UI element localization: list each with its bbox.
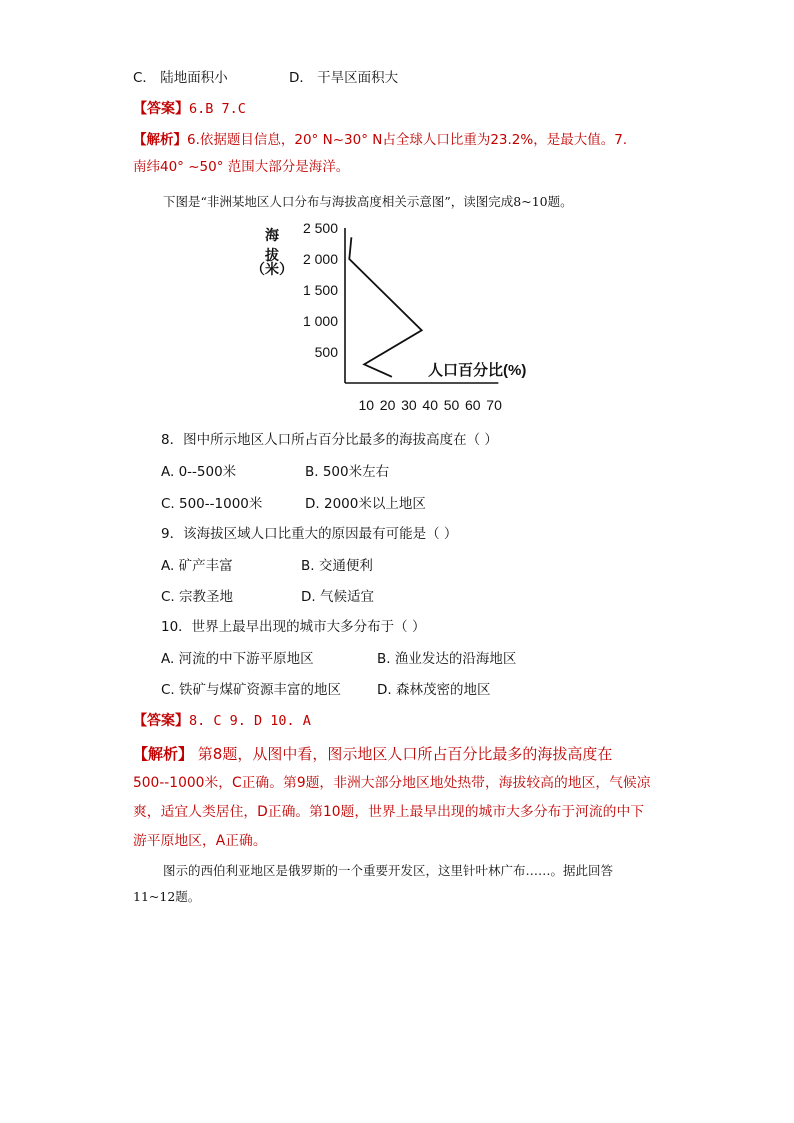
y-tick-label: 500 [314, 344, 338, 360]
population-line [349, 237, 421, 376]
analysis-2-line-4: 游平原地区，A正确。 [133, 833, 267, 849]
answer-body: 6.B 7.C [189, 101, 246, 117]
analysis-tag: 【解析】 [133, 132, 187, 148]
q10-option-d: D. 森林茂密的地区 [377, 682, 491, 698]
q8-option-a: A. 0--500米 [161, 464, 237, 480]
q9-option-b: B. 交通便利 [301, 558, 373, 574]
intro-2-line-1: 图示的西伯利亚地区是俄罗斯的一个重要开发区，这里针叶林广布……。据此回答 [163, 863, 614, 878]
q10-option-a: A. 河流的中下游平原地区 [161, 651, 314, 667]
x-tick-label: 30 [401, 397, 417, 413]
analysis-2-line-2: 500--1000米，C正确。第9题，非洲大部分地区地处热带，海拔较高的地区，气候凉 [133, 775, 651, 791]
y-tick-labels [303, 220, 338, 360]
y-tick-label: 2 500 [302, 220, 338, 236]
y-tick-label: 1 000 [302, 313, 338, 329]
analysis-2-line-3: 爽，适宜人类居住，D正确。第10题，世界上最早出现的城市大多分布于河流的中下 [133, 804, 645, 820]
x-tick-label: 10 [358, 397, 375, 413]
analysis-2-line-1 [133, 743, 612, 765]
analysis-1-line-2: 南纬40° ~50° 范围大部分是海洋。 [133, 159, 350, 175]
option-c: C． 陆地面积小 [133, 70, 228, 86]
q8-option-c: C. 500--1000米 [161, 496, 263, 512]
analysis-text: 第8题，从图中看，图示地区人口所占百分比最多的海拔高度在 [193, 745, 613, 763]
question-9: 9．该海拔区域人口比重大的原因最有可能是（ ） [161, 526, 458, 542]
chart-intro: 下图是“非洲某地区人口分布与海拔高度相关示意图”，读图完成8~10题。 [163, 194, 573, 209]
y-tick-label: 1 500 [302, 282, 338, 298]
chart-axes [345, 228, 498, 383]
x-tick-label: 70 [486, 397, 502, 413]
x-tick-labels [359, 397, 503, 413]
option-d: D． 干旱区面积大 [289, 70, 399, 86]
x-axis-label: 人口百分比(%) [428, 362, 527, 379]
y-axis-label [251, 227, 293, 277]
q8-option-b: B. 500米左右 [305, 464, 390, 480]
q8-option-d: D. 2000米以上地区 [305, 496, 426, 512]
question-8: 8．图中所示地区人口所占百分比最多的海拔高度在（ ） [161, 432, 498, 448]
answer-tag: 【答案】 [133, 713, 189, 729]
q10-option-b: B. 渔业发达的沿海地区 [377, 651, 517, 667]
answer-block-2 [133, 711, 311, 731]
y-label-part: 拔 [265, 247, 279, 263]
analysis-text: 6.依据题目信息，20° N~30° N占全球人口比重为23.2%，是最大值。7. [187, 132, 628, 148]
x-tick-label: 40 [422, 397, 438, 413]
x-tick-label: 50 [443, 397, 460, 413]
q9-option-c: C. 宗教圣地 [161, 589, 234, 605]
question-10: 10．世界上最早出现的城市大多分布于（ ） [161, 619, 426, 635]
analysis-tag: 【解析】 [133, 745, 194, 763]
y-label-part: 海 [265, 227, 279, 243]
answer-block-1 [133, 99, 246, 119]
q9-option-a: A. 矿产丰富 [161, 558, 233, 574]
q10-option-c: C. 铁矿与煤矿资源丰富的地区 [161, 682, 342, 698]
x-tick-label: 20 [379, 397, 396, 413]
intro-2-line-2: 11~12题。 [133, 889, 201, 904]
answer-tag: 【答案】 [133, 101, 189, 117]
analysis-1-line-1 [133, 130, 627, 150]
y-label-part: （米） [251, 261, 293, 277]
answer-body: 8. C 9. D 10. A [189, 713, 311, 729]
x-tick-label: 60 [465, 397, 481, 413]
y-tick-label: 2 000 [302, 251, 338, 267]
altitude-population-chart [0, 220, 794, 420]
q9-option-d: D. 气候适宜 [301, 589, 374, 605]
